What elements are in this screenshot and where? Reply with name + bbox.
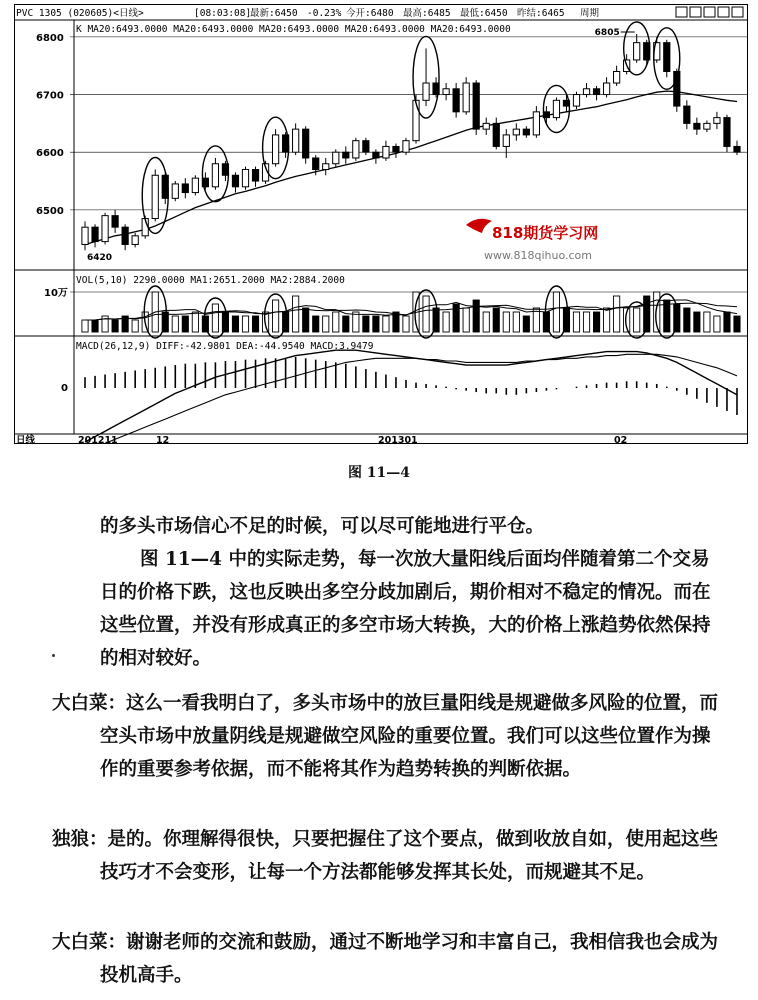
volume-bar <box>523 316 529 332</box>
volume-bar <box>603 308 609 332</box>
candle-body-up <box>553 100 559 117</box>
volume-bar <box>684 308 690 332</box>
volume-bar <box>92 320 98 332</box>
date-tick-label: 日线 <box>16 435 36 444</box>
change-label: -0.23% <box>307 8 342 19</box>
candle <box>333 149 339 166</box>
volume-bar <box>212 304 218 332</box>
volume-bar <box>293 296 299 332</box>
candle <box>463 77 469 114</box>
candle-body-up <box>82 227 88 244</box>
speaker-dabaicai-2: 大白菜： <box>52 932 127 953</box>
low-marker-label: 6420 <box>87 253 113 264</box>
high-marker-label: 6805 <box>594 28 620 38</box>
candle-body-down <box>92 227 98 241</box>
volume-bar <box>272 300 278 332</box>
open-label: 今开:6480 <box>346 8 394 19</box>
macd-legend: MACD(26,12,9) DIFF:-42.9801 DEA:-44.9540 MACD:3.9479 <box>76 341 374 352</box>
candle-body-down <box>343 152 349 158</box>
volume-bar <box>252 316 258 332</box>
volume-bar <box>172 316 178 332</box>
speaker-dulang: 独狼： <box>52 829 108 850</box>
candle-body-down <box>313 158 319 170</box>
volume-bar <box>443 312 449 332</box>
dialogue-1 <box>52 687 724 786</box>
candle-body-up <box>714 118 720 124</box>
volume-bar <box>363 316 369 332</box>
volume-bar <box>573 312 579 332</box>
latest-label: 最新:6450 <box>250 8 298 19</box>
candle-body-up <box>503 135 509 147</box>
candle-body-up <box>704 123 710 129</box>
high-label: 最高:6485 <box>403 8 451 19</box>
candle-body-up <box>152 175 158 218</box>
candle-body-down <box>122 227 128 244</box>
prev-close-label: 昨结:6465 <box>517 8 565 19</box>
volume-bar <box>303 308 309 332</box>
candle-body-down <box>393 146 399 152</box>
candle-body-up <box>583 89 589 95</box>
candle-body-up <box>634 43 640 60</box>
watermark-brand: 818期货学习网 <box>492 224 599 242</box>
volume-tick: 10万 <box>44 288 68 299</box>
candle-body-up <box>132 236 138 245</box>
candle-body-down <box>734 146 740 152</box>
candle-body-up <box>513 129 519 135</box>
candle <box>664 40 670 77</box>
dialogue-2 <box>52 823 724 889</box>
candle <box>674 69 680 112</box>
candle-body-down <box>684 106 690 123</box>
price-tick-label: 6500 <box>36 205 64 217</box>
volume-bar <box>493 308 499 332</box>
candle-body-down <box>363 141 369 153</box>
candle-body-up <box>293 129 299 152</box>
volume-bar <box>724 312 730 332</box>
candle-body-up <box>333 152 339 164</box>
candle-body-up <box>272 135 278 164</box>
time-label: [08:03:08] <box>194 8 252 19</box>
candle-body-up <box>212 164 218 187</box>
candle-body-up <box>463 83 469 112</box>
volume-bar <box>192 312 198 332</box>
candle-body-down <box>252 170 258 182</box>
candle-body-up <box>483 123 489 129</box>
candle-body-down <box>473 83 479 129</box>
candle-body-down <box>523 129 529 135</box>
volume-bar <box>734 316 740 332</box>
paragraph-2: 图 11—4 中的实际走势，每一次放大量阳线后面均伴随着第二个交易日的价格下跌，这也反映出多空分歧加剧后，期价相对不稳定的情况。而在这些位置，并没有形成真正的多空市场大转换，大的价格上涨趋势依然保持的相对较好。 <box>100 549 711 669</box>
volume-bar <box>373 316 379 332</box>
volume-bar <box>313 316 319 332</box>
date-tick-label: 201301 <box>378 435 418 444</box>
candle-body-down <box>303 129 309 158</box>
candle-body-up <box>423 83 429 100</box>
candle-body-up <box>533 112 539 135</box>
candle-body-up <box>102 216 108 242</box>
volume-bar <box>383 316 389 332</box>
candle <box>353 138 359 161</box>
candle-body-down <box>664 43 670 72</box>
candle <box>192 175 198 195</box>
candle-body-up <box>403 141 409 153</box>
volume-bar <box>323 316 329 332</box>
candle-body-up <box>614 71 620 83</box>
candle-body-up <box>323 164 329 170</box>
candle <box>242 167 248 190</box>
candle-body-down <box>593 89 599 95</box>
candle-body-up <box>413 100 419 140</box>
dialogue-1-text: 这么一看我明白了，多头市场中的放巨量阳线是规避做多风险的位置，而空头市场中放量阴线是规避做空风险的重要位置。我们可以这些位置作为操作的重要参考依据，而不能将其作为趋势转换的判断依据。 <box>100 693 719 780</box>
price-tick-label: 6600 <box>36 148 64 160</box>
speaker-dabaicai: 大白菜： <box>52 693 127 714</box>
margin-dot <box>52 654 55 657</box>
candle-body-up <box>443 89 449 95</box>
volume-bar <box>614 296 620 332</box>
candle <box>303 126 309 163</box>
candle <box>152 170 158 222</box>
volume-bar <box>463 308 469 332</box>
volume-bar <box>513 312 519 332</box>
weekly-label: 周期 <box>580 8 600 19</box>
volume-bar <box>242 316 248 332</box>
volume-bar <box>634 308 640 332</box>
candle <box>272 129 278 166</box>
candle-body-down <box>453 89 459 112</box>
price-tick-label: 6700 <box>36 90 64 102</box>
candle-body-down <box>112 216 118 228</box>
watermark-url: www.818qihuo.com <box>484 249 592 262</box>
volume-bar <box>82 320 88 332</box>
volume-bar <box>232 316 238 332</box>
volume-bar <box>132 320 138 332</box>
volume-bar <box>583 312 589 332</box>
candle-body-up <box>383 146 389 158</box>
candle <box>724 115 730 152</box>
candle-body-up <box>603 83 609 95</box>
candle-body-up <box>573 95 579 107</box>
paragraph-1: 的多头市场信心不足的时候，可以尽可能地进行平仓。 <box>100 516 545 537</box>
volume-bar <box>593 312 599 332</box>
volume-bar <box>483 312 489 332</box>
volume-bar <box>704 312 710 332</box>
kline-chart <box>14 4 748 444</box>
candle-body-down <box>694 123 700 129</box>
volume-legend: VOL(5,10) 2290.0000 MA1:2651.2000 MA2:2884.2000 <box>76 275 345 286</box>
volume-bar <box>112 320 118 332</box>
volume-bar <box>423 296 429 332</box>
candle <box>102 213 108 245</box>
volume-bar <box>222 312 228 332</box>
volume-bar <box>403 316 409 332</box>
candle <box>473 80 479 135</box>
candle-body-down <box>493 123 499 146</box>
macd-zero-tick: 0 <box>61 383 68 394</box>
volume-bar <box>473 300 479 332</box>
volume-bar <box>694 312 700 332</box>
candle-body-up <box>353 141 359 158</box>
date-tick-label: 12 <box>156 435 170 444</box>
candle-body-up <box>242 170 248 187</box>
candle <box>403 138 409 155</box>
price-legend: K MA20:6493.0000 MA20:6493.0000 MA20:6493.0000 MA20:6493.0000 MA20:6493.0000 <box>76 24 511 35</box>
candle-body-down <box>724 118 730 147</box>
volume-bar <box>714 316 720 332</box>
low-label: 最低:6450 <box>460 8 508 19</box>
candle <box>573 92 579 109</box>
volume-bar <box>503 312 509 332</box>
volume-bar <box>182 316 188 332</box>
volume-bar <box>343 316 349 332</box>
volume-bar <box>333 312 339 332</box>
dialogue-2-text: 是的。你理解得很快，只要把握住了这个要点，做到收放自如，使用起这些技巧才不会变形，让每一个方法都能够发挥其长处，而规避其不足。 <box>100 829 719 883</box>
dialogue-3 <box>52 926 724 992</box>
figure-caption: 图 11—4 <box>347 465 411 481</box>
volume-bar <box>553 292 559 332</box>
candle-body-up <box>172 184 178 198</box>
symbol-label: PVC 1305 (020605)<日线> <box>16 8 144 19</box>
date-tick-label: 02 <box>614 435 628 444</box>
candle <box>172 181 178 201</box>
price-tick-label: 6800 <box>36 32 64 44</box>
candle <box>553 97 559 120</box>
candle-body-down <box>373 152 379 158</box>
date-tick-label: 201211 <box>78 435 118 444</box>
candle <box>363 138 369 155</box>
candle-body-up <box>192 178 198 192</box>
candle-body-down <box>232 175 238 187</box>
volume-bar <box>353 312 359 332</box>
candle-body-down <box>182 184 188 193</box>
dialogue-3-text: 谢谢老师的交流和鼓励，通过不断地学习和丰富自己，我相信我也会成为投机高手。 <box>100 932 719 986</box>
